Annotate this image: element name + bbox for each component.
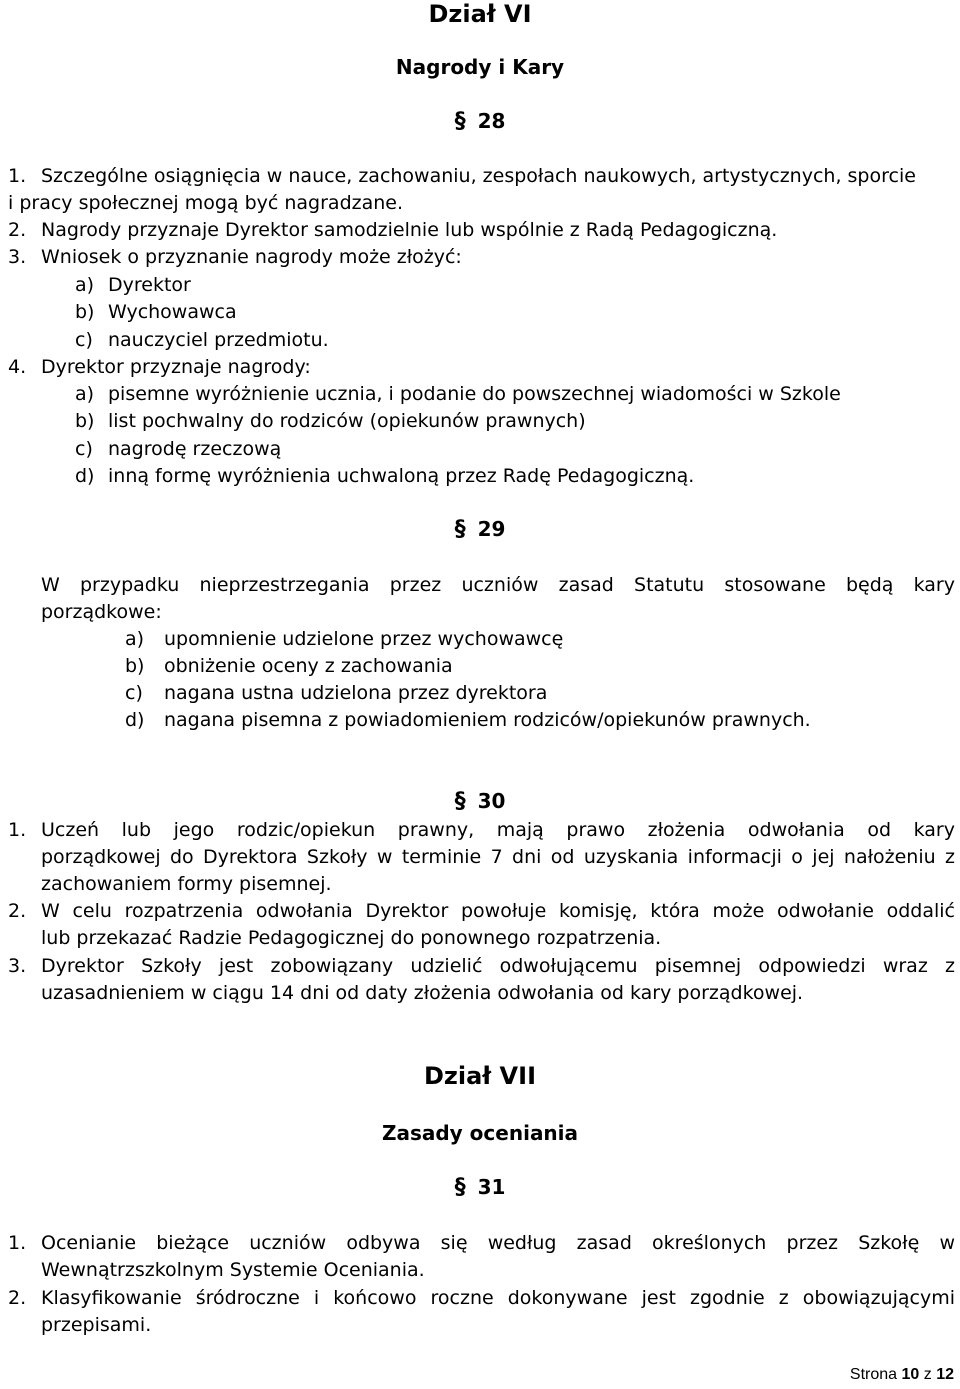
sub-item-letter: c) <box>125 682 143 704</box>
item-number: 2. <box>8 219 27 241</box>
item-number: 1. <box>8 1232 27 1254</box>
item-number: 1. <box>8 165 27 187</box>
paragraph-heading-31 <box>0 1175 960 1200</box>
item-text-continued: przepisami. <box>41 1314 152 1336</box>
sub-item-text: nagana pisemna z powiadomieniem rodziców/opiekunów prawnych. <box>164 709 811 731</box>
item-text-continued: lub przekazać Radzie Pedagogicznej do ponownego rozpatrzenia. <box>41 927 662 949</box>
item-text: Dyrektor Szkoły jest zobowiązany udzielić odwołującemu pisemnej odpowiedzi wraz z <box>41 955 955 977</box>
paragraph-symbol: § <box>454 1175 466 1200</box>
sub-item-text: Wychowawca <box>108 301 237 323</box>
sub-item-letter: b) <box>125 655 145 677</box>
section-subtitle: Zasady oceniania <box>381 1121 579 1145</box>
paragraph-number: 31 <box>477 1175 506 1199</box>
item-text: Uczeń lub jego rodzic/opiekun prawny, mają prawo złożenia odwołania od kary <box>41 819 955 841</box>
item-text-continued: uzasadnieniem w ciągu 14 dni od daty złożenia odwołania od kary porządkowej. <box>41 982 804 1004</box>
section-title: Dział VI <box>428 0 532 28</box>
sub-item-letter: b) <box>75 301 95 323</box>
item-number: 3. <box>8 955 27 977</box>
page-current: 10 <box>901 1366 920 1383</box>
paragraph-heading-29 <box>0 517 960 542</box>
sub-item-letter: b) <box>75 410 95 432</box>
paragraph-symbol: § <box>454 517 466 542</box>
item-text: Ocenianie bieżące uczniów odbywa się według zasad określonych przez Szkołę w <box>41 1232 955 1254</box>
paragraph-intro-continued: porządkowe: <box>41 601 162 623</box>
paragraph-heading-28 <box>0 109 960 134</box>
sub-item-text: upomnienie udzielone przez wychowawcę <box>164 628 564 650</box>
section-title: Dział VII <box>423 1062 536 1090</box>
paragraph-symbol: § <box>454 789 466 814</box>
item-text: Nagrody przyznaje Dyrektor samodzielnie lub wspólnie z Radą Pedagogiczną. <box>41 219 778 241</box>
item-number: 3. <box>8 246 27 268</box>
paragraph-number: 29 <box>477 517 506 541</box>
item-number: 2. <box>8 1287 27 1309</box>
item-text: Szczególne osiągnięcia w nauce, zachowaniu, zespołach naukowych, artystycznych, sporcie <box>41 165 916 187</box>
item-number: 4. <box>8 356 27 378</box>
item-text: Dyrektor przyznaje nagrody: <box>41 356 311 378</box>
sub-item-letter: c) <box>75 329 93 351</box>
item-text-continued: i pracy społecznej mogą być nagradzane. <box>8 192 404 214</box>
item-text: W celu rozpatrzenia odwołania Dyrektor powołuje komisję, która może odwołanie oddalić <box>41 900 955 922</box>
item-text: Wniosek o przyznanie nagrody może złożyć: <box>41 246 462 268</box>
item-number: 1. <box>8 819 27 841</box>
sub-item-text: nagrodę rzeczową <box>108 438 282 460</box>
sub-item-text: nauczyciel przedmiotu. <box>108 329 329 351</box>
paragraph-number: 28 <box>477 109 506 133</box>
page-label: Strona <box>849 1366 898 1383</box>
item-number: 2. <box>8 900 27 922</box>
paragraph-number: 30 <box>477 789 506 813</box>
sub-item-text: obniżenie oceny z zachowania <box>164 655 453 677</box>
item-text: Klasyfikowanie śródroczne i końcowo roczne dokonywane jest zgodnie z obowiązującymi <box>41 1287 955 1309</box>
item-text-continued: zachowaniem formy pisemnej. <box>41 873 332 895</box>
sub-item-letter: a) <box>75 274 95 296</box>
paragraph-symbol: § <box>454 109 466 134</box>
sub-item-text: list pochwalny do rodziców (opiekunów prawnych) <box>108 410 586 432</box>
page-footer <box>850 1366 954 1384</box>
sub-item-text: inną formę wyróżnienia uchwaloną przez Radę Pedagogiczną. <box>108 465 695 487</box>
sub-item-letter: a) <box>75 383 95 405</box>
paragraph-intro: W przypadku nieprzestrzegania przez uczniów zasad Statutu stosowane będą kary <box>41 574 955 596</box>
sub-item-text: nagana ustna udzielona przez dyrektora <box>164 682 548 704</box>
section-subtitle: Nagrody i Kary <box>395 55 565 79</box>
paragraph-heading-30 <box>0 789 960 814</box>
page-of: z <box>923 1366 932 1383</box>
sub-item-text: pisemne wyróżnienie ucznia, i podanie do powszechnej wiadomości w Szkole <box>108 383 841 405</box>
item-text-continued: porządkowej do Dyrektora Szkoły w terminie 7 dni od uzyskania informacji o jej nałożeniu z <box>41 846 955 868</box>
page-total: 12 <box>936 1366 954 1383</box>
sub-item-letter: a) <box>125 628 145 650</box>
sub-item-letter: d) <box>75 465 95 487</box>
item-text-continued: Wewnątrzszkolnym Systemie Oceniania. <box>41 1259 425 1281</box>
sub-item-letter: d) <box>125 709 145 731</box>
sub-item-letter: c) <box>75 438 93 460</box>
sub-item-text: Dyrektor <box>108 274 191 296</box>
